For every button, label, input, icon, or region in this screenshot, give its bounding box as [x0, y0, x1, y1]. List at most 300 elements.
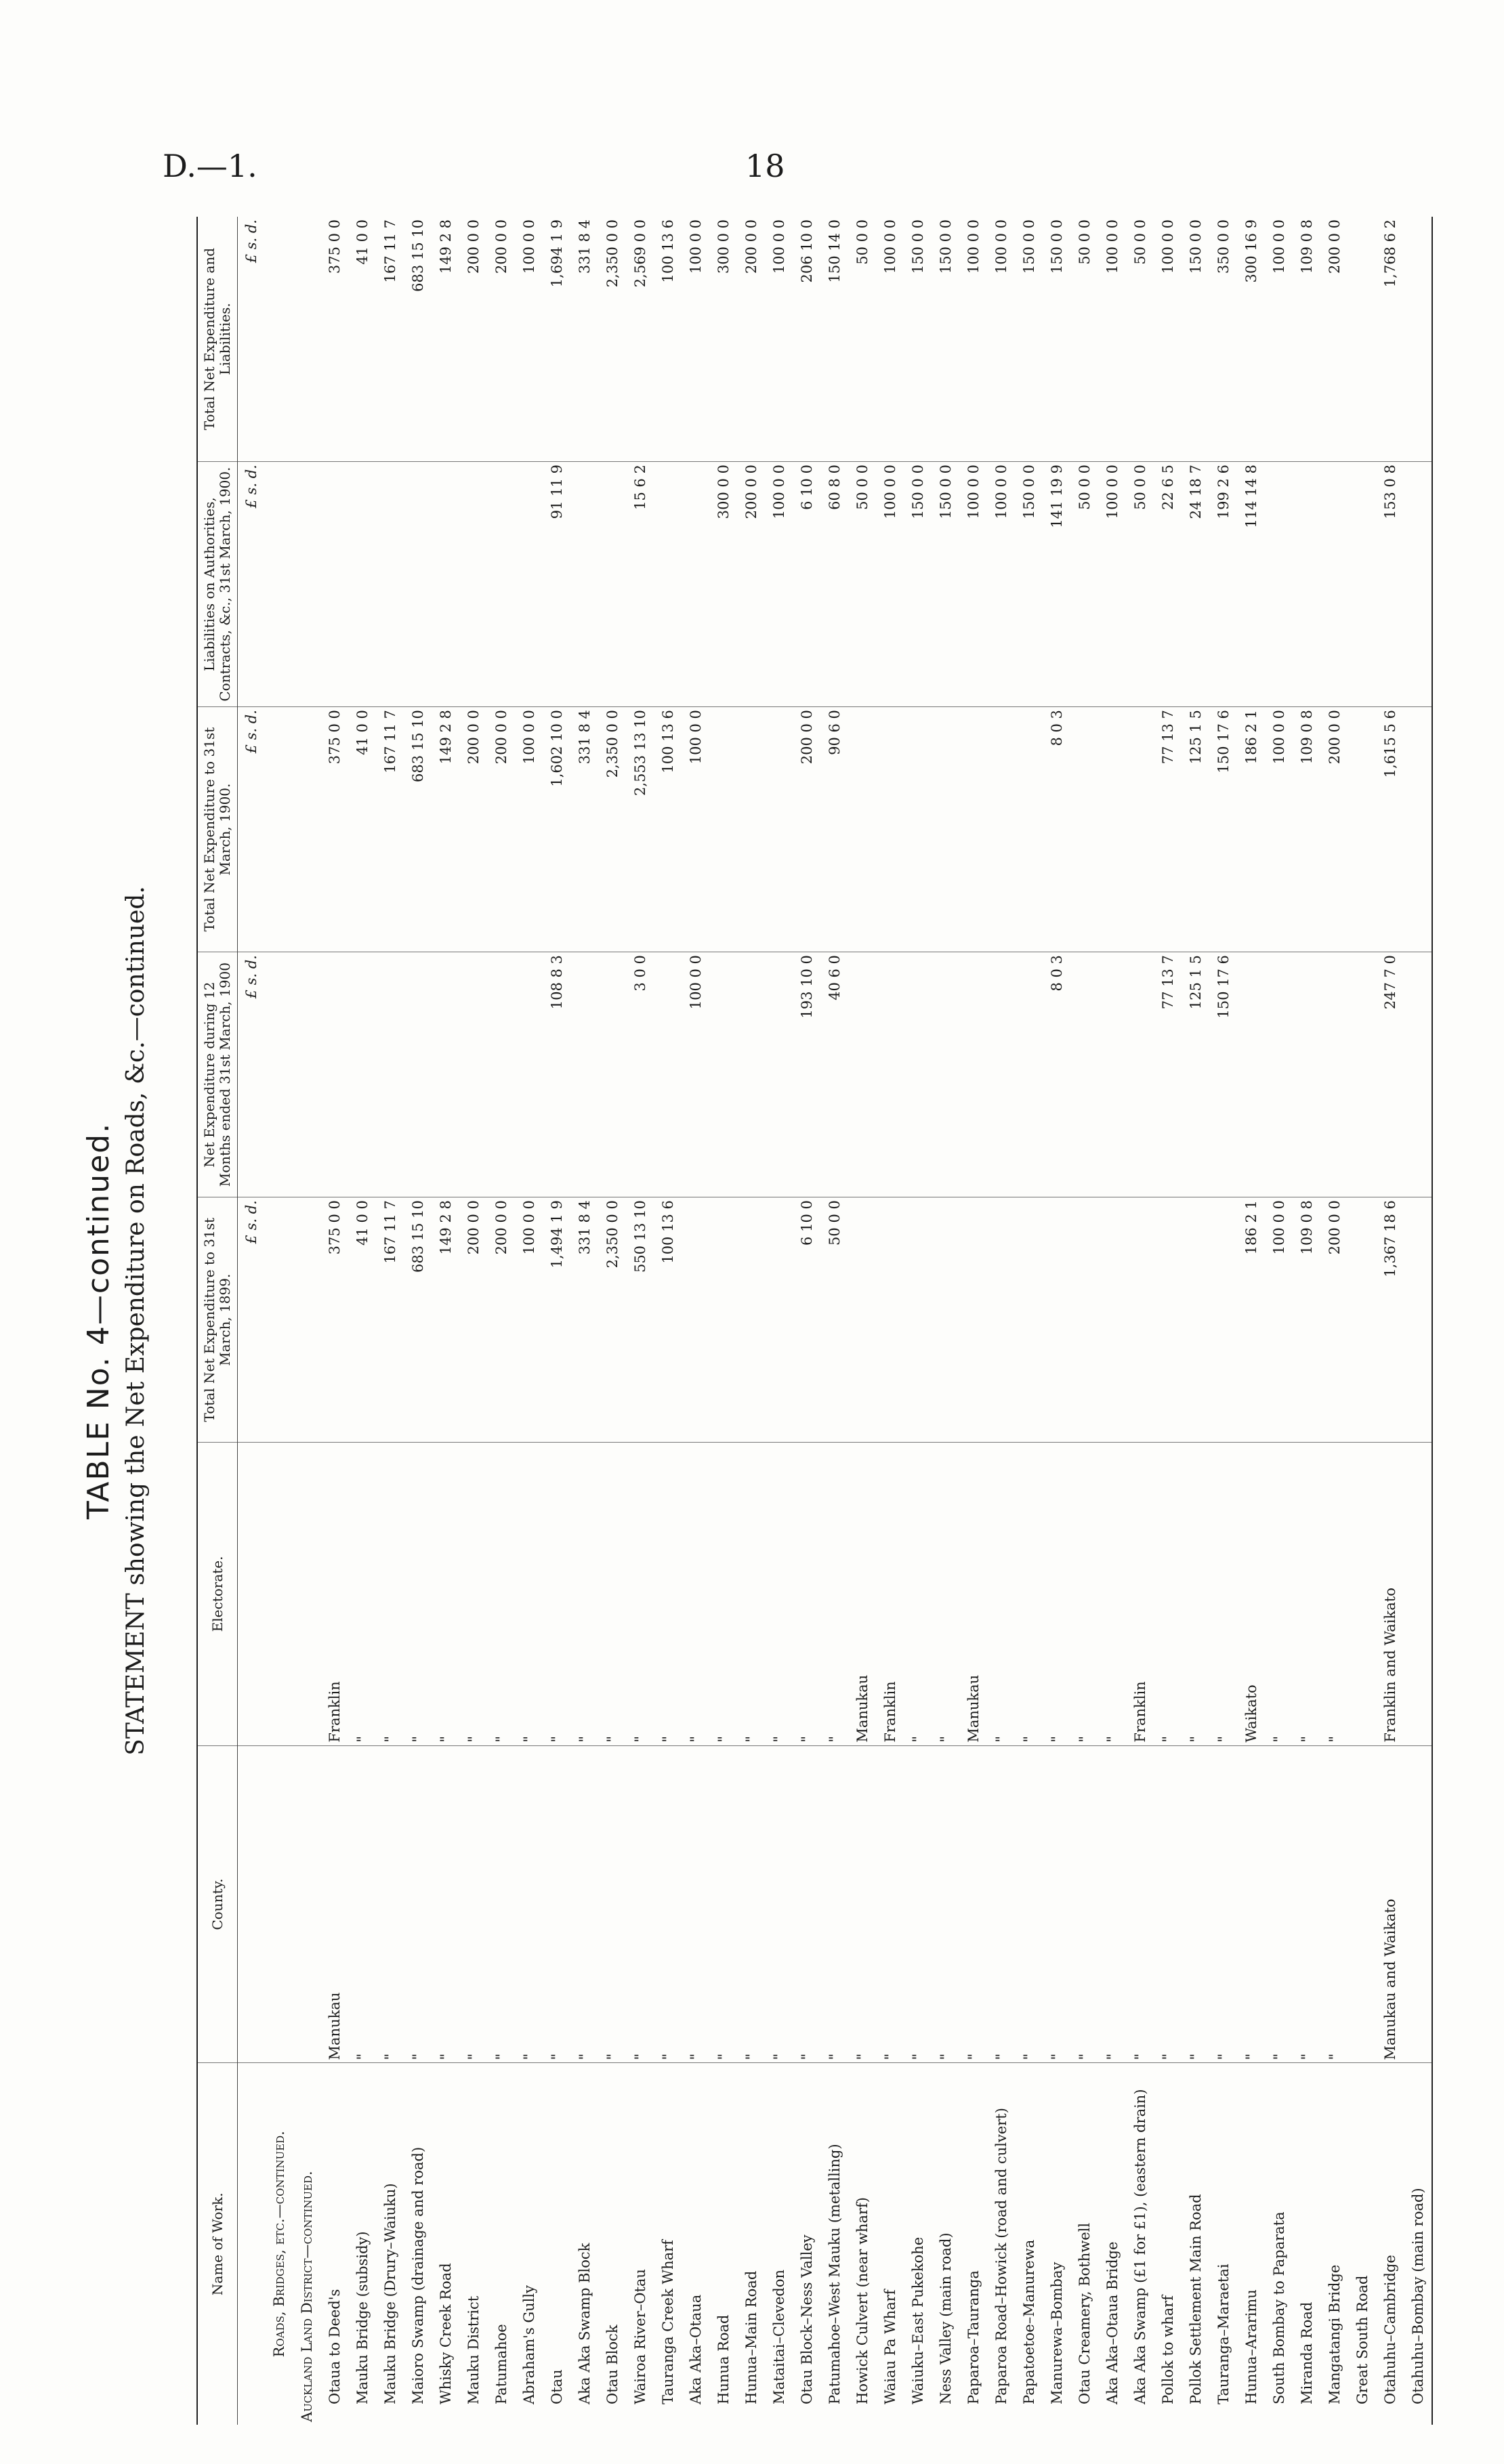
amount-cell: 200 0 0 [459, 707, 487, 952]
amount-cell: 41 0 0 [348, 707, 376, 952]
work-name: Hunua Road [715, 2314, 732, 2404]
amount-cell [848, 952, 876, 1197]
electorate-cell: " [1154, 1443, 1182, 1745]
amount-cell: 150 0 0 [932, 217, 959, 462]
amount-cell [959, 707, 987, 952]
amount-cell [1404, 217, 1432, 462]
county-cell: " [459, 1745, 487, 2063]
amount-cell [654, 462, 682, 707]
amount-cell: 200 0 0 [487, 707, 515, 952]
empty-cell [293, 462, 320, 707]
work-name: Otau [548, 2369, 565, 2404]
county-cell: " [820, 1745, 848, 2063]
table-row [709, 217, 737, 2425]
amount-cell: 100 0 0 [1265, 707, 1293, 952]
county-cell: " [904, 1745, 932, 2063]
table-row [404, 217, 432, 2425]
empty-cell [293, 707, 320, 952]
electorate-cell [1404, 1443, 1432, 1745]
amount-cell: 100 0 0 [959, 462, 987, 707]
table-row [959, 217, 987, 2425]
table-row [432, 217, 459, 2425]
table-row [1043, 217, 1070, 2425]
amount-cell: 150 0 0 [1043, 217, 1070, 462]
amount-cell: 109 0 8 [1293, 1197, 1320, 1443]
empty-cell [238, 2063, 266, 2425]
amount-cell: 100 0 0 [515, 707, 543, 952]
electorate-cell: " [1043, 1443, 1070, 1745]
work-name: Hunua–Main Road [743, 2270, 759, 2404]
empty-cell [293, 1745, 320, 2063]
amount-cell [570, 952, 598, 1197]
amount-cell: 1,367 18 6 [1376, 1197, 1404, 1443]
amount-cell: 141 19 9 [1043, 462, 1070, 707]
amount-cell: 150 0 0 [904, 462, 932, 707]
amount-cell [709, 707, 737, 952]
work-name: Aka Aka Swamp Block [576, 2243, 593, 2404]
electorate-cell: Manukau [959, 1443, 987, 1745]
amount-cell: 6 10 0 [793, 462, 820, 707]
amount-cell [1070, 1197, 1098, 1443]
electorate-cell: " [1320, 1443, 1348, 1745]
county-cell: " [1043, 1745, 1070, 2063]
amount-cell: 100 0 0 [515, 1197, 543, 1443]
work-name: Aka Aka–Otaua Bridge [1104, 2241, 1121, 2404]
amount-cell: 50 0 0 [820, 1197, 848, 1443]
work-name: Paparoa–Tauranga [965, 2270, 982, 2404]
amount-cell: 100 0 0 [515, 217, 543, 462]
col-header-net-12m: Net Expenditure during 12 Months ended 31st March, 1900 [197, 952, 238, 1197]
work-name: Otau Creamery, Bothwell [1076, 2222, 1093, 2404]
amount-cell [1265, 462, 1293, 707]
work-name: Mauku Bridge (subsidy) [354, 2231, 371, 2404]
table-body [238, 217, 1433, 2425]
electorate-cell: " [1293, 1443, 1320, 1745]
col-header-total-1900: Total Net Expenditure to 31st March, 1900. [197, 707, 238, 952]
county-cell: " [570, 1745, 598, 2063]
amount-cell [959, 952, 987, 1197]
amount-cell: 200 0 0 [737, 217, 765, 462]
electorate-cell: " [1209, 1443, 1237, 1745]
electorate-cell: Manukau [848, 1443, 876, 1745]
amount-cell: 167 11 7 [376, 217, 404, 462]
county-cell: " [932, 1745, 959, 2063]
table-row [1015, 217, 1043, 2425]
table-row [1154, 217, 1182, 2425]
amount-cell: 200 0 0 [737, 462, 765, 707]
amount-cell: 100 0 0 [682, 217, 709, 462]
empty-cell [265, 952, 293, 1197]
county-cell: " [987, 1745, 1015, 2063]
amount-cell [320, 952, 348, 1197]
work-name: Manurewa–Bombay [1048, 2261, 1065, 2404]
electorate-cell: Franklin and Waikato [1376, 1443, 1404, 1745]
amount-cell [487, 952, 515, 1197]
amount-cell: 150 0 0 [1015, 462, 1043, 707]
table-row [515, 217, 543, 2425]
table-title: TABLE No. 4—continued. [81, 1122, 116, 1520]
amount-cell: 193 10 0 [793, 952, 820, 1197]
electorate-cell: " [570, 1443, 598, 1745]
amount-cell [1404, 462, 1432, 707]
amount-cell: 100 13 6 [654, 217, 682, 462]
table-row [904, 217, 932, 2425]
county-cell: " [1126, 1745, 1154, 2063]
amount-cell [1126, 1197, 1154, 1443]
amount-cell: 100 0 0 [682, 952, 709, 1197]
amount-cell: 77 13 7 [1154, 707, 1182, 952]
amount-cell: 2,553 13 10 [626, 707, 654, 952]
amount-cell: 200 0 0 [793, 707, 820, 952]
work-name: Otau Block [604, 2324, 621, 2404]
amount-cell: 125 1 5 [1182, 952, 1209, 1197]
work-name: Waiau Pa Wharf [881, 2289, 898, 2404]
electorate-cell: " [348, 1443, 376, 1745]
amount-cell: 91 11 9 [543, 462, 570, 707]
amount-cell: 40 6 0 [820, 952, 848, 1197]
amount-cell: 50 0 0 [1070, 462, 1098, 707]
amount-cell: 350 0 0 [1209, 217, 1237, 462]
table-row [1320, 217, 1348, 2425]
amount-cell: 6 10 0 [793, 1197, 820, 1443]
amount-cell [1015, 952, 1043, 1197]
amount-cell: 331 8 4 [570, 707, 598, 952]
table-row [348, 217, 376, 2425]
amount-cell [320, 462, 348, 707]
table-row [1098, 217, 1126, 2425]
work-name: Miranda Road [1298, 2301, 1315, 2404]
county-cell: " [1154, 1745, 1182, 2063]
amount-cell: 3 0 0 [626, 952, 654, 1197]
table-row [1209, 217, 1237, 2425]
unit-cell: £ s. d. [238, 462, 266, 707]
amount-cell: 375 0 0 [320, 707, 348, 952]
work-name: Otahuhu–Cambridge [1381, 2255, 1398, 2404]
work-name: Otahuhu–Bombay (main road) [1404, 2063, 1432, 2425]
work-name: Ness Valley (main road) [937, 2232, 954, 2404]
county-cell: " [487, 1745, 515, 2063]
electorate-cell: " [932, 1443, 959, 1745]
amount-cell [1209, 1197, 1237, 1443]
amount-cell: 199 2 6 [1209, 462, 1237, 707]
work-name: Tauranga Creek Wharf [659, 2240, 676, 2404]
unit-cell: £ s. d. [238, 217, 266, 462]
amount-cell: 186 2 1 [1237, 1197, 1265, 1443]
electorate-cell: " [1070, 1443, 1098, 1745]
empty-cell [265, 1197, 293, 1443]
amount-cell: 41 0 0 [348, 1197, 376, 1443]
county-cell: " [1237, 1745, 1265, 2063]
amount-cell [404, 462, 432, 707]
county-cell: " [1098, 1745, 1126, 2063]
empty-cell [293, 217, 320, 462]
county-cell: " [765, 1745, 793, 2063]
electorate-cell: Franklin [320, 1443, 348, 1745]
work-name: Mauku District [465, 2295, 482, 2404]
amount-cell: 100 0 0 [987, 462, 1015, 707]
amount-cell: 200 0 0 [487, 1197, 515, 1443]
amount-cell: 100 0 0 [1265, 217, 1293, 462]
amount-cell [848, 1197, 876, 1443]
amount-cell [1348, 462, 1376, 707]
amount-cell [432, 952, 459, 1197]
amount-cell: 90 6 0 [820, 707, 848, 952]
amount-cell: 109 0 8 [1293, 707, 1320, 952]
county-cell: " [682, 1745, 709, 2063]
table-row [543, 217, 570, 2425]
electorate-cell: Waikato [1237, 1443, 1265, 1745]
amount-cell: 300 0 0 [709, 462, 737, 707]
amount-cell [1098, 707, 1126, 952]
electorate-cell: Franklin [1126, 1443, 1154, 1745]
amount-cell [598, 952, 626, 1197]
amount-cell [1015, 1197, 1043, 1443]
county-cell: " [1265, 1745, 1293, 2063]
amount-cell [376, 952, 404, 1197]
amount-cell: 300 0 0 [709, 217, 737, 462]
amount-cell: 1,602 10 0 [543, 707, 570, 952]
amount-cell: 2,569 0 0 [626, 217, 654, 462]
amount-cell: 24 18 7 [1182, 462, 1209, 707]
electorate-cell: " [654, 1443, 682, 1745]
amount-cell: 41 0 0 [348, 217, 376, 462]
table-row [1237, 217, 1265, 2425]
table-row [1265, 217, 1293, 2425]
amount-cell: 150 17 6 [1209, 707, 1237, 952]
amount-cell: 200 0 0 [487, 217, 515, 462]
amount-cell: 150 14 0 [820, 217, 848, 462]
col-header-liabilities: Liabilities on Authorities, Contracts, &c., 31st March, 1900. [197, 462, 238, 707]
electorate-cell: " [987, 1443, 1015, 1745]
county-cell: " [876, 1745, 904, 2063]
amount-cell [932, 952, 959, 1197]
amount-cell: 2,350 0 0 [598, 1197, 626, 1443]
section-heading: Auckland Land District—continued. [298, 2171, 315, 2422]
amount-cell: 550 13 10 [626, 1197, 654, 1443]
amount-cell [515, 952, 543, 1197]
amount-cell: 50 0 0 [1126, 462, 1154, 707]
amount-cell: 1,768 6 2 [1376, 217, 1404, 462]
electorate-cell: " [432, 1443, 459, 1745]
empty-cell [265, 462, 293, 707]
amount-cell: 100 0 0 [1098, 462, 1126, 707]
amount-cell [459, 952, 487, 1197]
table-row [626, 217, 654, 2425]
county-cell [1404, 1745, 1432, 2063]
work-name: South Bombay to Paparata [1270, 2211, 1287, 2404]
amount-cell: 150 0 0 [1182, 217, 1209, 462]
col-header-total-1899: Total Net Expenditure to 31st March, 1899. [197, 1197, 238, 1443]
amount-cell: 1,615 5 6 [1376, 707, 1404, 952]
county-cell: " [654, 1745, 682, 2063]
work-name: Pollok to wharf [1159, 2295, 1176, 2404]
amount-cell [765, 952, 793, 1197]
electorate-cell: " [682, 1443, 709, 1745]
amount-cell: 167 11 7 [376, 1197, 404, 1443]
amount-cell [1237, 952, 1265, 1197]
amount-cell [1293, 462, 1320, 707]
amount-cell [1348, 217, 1376, 462]
work-name: Wairoa River–Otau [631, 2269, 648, 2404]
table-row [1376, 217, 1404, 2425]
work-name: Waiuku–East Pukekohe [909, 2236, 926, 2404]
work-name: Patumahoe [493, 2324, 509, 2404]
county-cell [1348, 1745, 1376, 2063]
amount-cell: 8 0 3 [1043, 707, 1070, 952]
amount-cell [904, 952, 932, 1197]
amount-cell [598, 462, 626, 707]
empty-cell [293, 1443, 320, 1745]
amount-cell: 50 0 0 [848, 462, 876, 707]
amount-cell [1348, 952, 1376, 1197]
amount-cell [1070, 952, 1098, 1197]
county-cell: " [376, 1745, 404, 2063]
county-cell: " [709, 1745, 737, 2063]
amount-cell [404, 952, 432, 1197]
work-name: Tauranga–Maraetai [1215, 2264, 1232, 2404]
amount-cell: 200 0 0 [1320, 1197, 1348, 1443]
county-cell: " [959, 1745, 987, 2063]
amount-cell [932, 1197, 959, 1443]
county-cell: " [1182, 1745, 1209, 2063]
work-name: Aka Aka–Otaua [687, 2294, 704, 2404]
amount-cell [932, 707, 959, 952]
amount-cell: 206 10 0 [793, 217, 820, 462]
electorate-cell [1348, 1443, 1376, 1745]
amount-cell: 77 13 7 [1154, 952, 1182, 1197]
amount-cell [1154, 1197, 1182, 1443]
amount-cell: 100 0 0 [876, 217, 904, 462]
empty-cell [265, 707, 293, 952]
amount-cell [1348, 707, 1376, 952]
table-row [598, 217, 626, 2425]
table-row [932, 217, 959, 2425]
amount-cell [1404, 707, 1432, 952]
table-row [376, 217, 404, 2425]
amount-cell: 109 0 8 [1293, 217, 1320, 462]
electorate-cell: " [1015, 1443, 1043, 1745]
work-name: Howick Culvert (near wharf) [854, 2197, 871, 2404]
county-cell: " [543, 1745, 570, 2063]
county-cell: " [404, 1745, 432, 2063]
amount-cell [348, 952, 376, 1197]
rotated-table-region [81, 217, 1426, 2425]
table-row [1404, 217, 1432, 2425]
table-subtitle: STATEMENT showing the Net Expenditure on Roads, &c.—continued. [122, 886, 150, 1756]
work-name: Abraham's Gully [520, 2285, 537, 2404]
amount-cell: 683 15 10 [404, 1197, 432, 1443]
amount-cell: 100 0 0 [765, 217, 793, 462]
amount-cell: 200 0 0 [1320, 707, 1348, 952]
amount-cell [1293, 952, 1320, 1197]
electorate-cell: " [515, 1443, 543, 1745]
county-cell: " [1293, 1745, 1320, 2063]
amount-cell: 100 13 6 [654, 1197, 682, 1443]
table-row [793, 217, 820, 2425]
county-cell: " [626, 1745, 654, 2063]
amount-cell [737, 952, 765, 1197]
amount-cell [737, 707, 765, 952]
units-row [238, 217, 266, 2425]
amount-cell [682, 462, 709, 707]
table-row [1348, 217, 1376, 2425]
amount-cell [876, 952, 904, 1197]
unit-cell: £ s. d. [238, 1197, 266, 1443]
work-name: Paparoa Road–Howick (road and culvert) [993, 2108, 1009, 2404]
empty-cell [265, 1745, 293, 2063]
amount-cell: 1,494 1 9 [543, 1197, 570, 1443]
county-cell: " [1070, 1745, 1098, 2063]
unit-cell: £ s. d. [238, 952, 266, 1197]
work-name: Mangatangi Bridge [1326, 2264, 1343, 2404]
electorate-cell: " [1265, 1443, 1293, 1745]
work-name: Papatoetoe–Manurewa [1020, 2239, 1037, 2404]
amount-cell: 50 0 0 [1126, 217, 1154, 462]
amount-cell [1098, 952, 1126, 1197]
electorate-cell: " [376, 1443, 404, 1745]
col-header-total-liab: Total Net Expenditure and Liabilities. [197, 217, 238, 462]
amount-cell [959, 1197, 987, 1443]
amount-cell [1265, 952, 1293, 1197]
amount-cell [987, 1197, 1015, 1443]
work-name: Mataitai–Clevedon [770, 2270, 787, 2404]
amount-cell: 108 8 3 [543, 952, 570, 1197]
work-name: Otaua to Deed's [326, 2289, 343, 2404]
amount-cell [1070, 707, 1098, 952]
amount-cell: 200 0 0 [459, 1197, 487, 1443]
county-cell: " [348, 1745, 376, 2063]
electorate-cell: " [404, 1443, 432, 1745]
electorate-cell: " [820, 1443, 848, 1745]
amount-cell: 150 0 0 [932, 462, 959, 707]
amount-cell [1320, 462, 1348, 707]
amount-cell [570, 462, 598, 707]
table-row [487, 217, 515, 2425]
work-name: Hunua–Ararimu [1242, 2289, 1259, 2404]
electorate-cell: " [626, 1443, 654, 1745]
section-heading: Roads, Bridges, etc.—continued. [270, 2131, 287, 2358]
amount-cell [765, 707, 793, 952]
amount-cell [709, 952, 737, 1197]
electorate-cell: " [598, 1443, 626, 1745]
section-row [265, 217, 293, 2425]
amount-cell: 8 0 3 [1043, 952, 1070, 1197]
amount-cell [904, 1197, 932, 1443]
amount-cell [1404, 1197, 1432, 1443]
work-name: Mauku Bridge (Drury–Waiuku) [381, 2183, 398, 2404]
table-row [876, 217, 904, 2425]
amount-cell: 2,350 0 0 [598, 217, 626, 462]
amount-cell: 100 13 6 [654, 707, 682, 952]
amount-cell [682, 1197, 709, 1443]
amount-cell: 375 0 0 [320, 217, 348, 462]
amount-cell: 1,694 1 9 [543, 217, 570, 462]
empty-cell [238, 1745, 266, 2063]
amount-cell: 167 11 7 [376, 707, 404, 952]
table-row [1126, 217, 1154, 2425]
amount-cell [848, 707, 876, 952]
table-row [682, 217, 709, 2425]
electorate-cell: " [904, 1443, 932, 1745]
amount-cell [376, 462, 404, 707]
section-row [293, 217, 320, 2425]
amount-cell: 100 0 0 [765, 462, 793, 707]
amount-cell: 50 0 0 [1070, 217, 1098, 462]
amount-cell: 200 0 0 [459, 217, 487, 462]
col-header-electorate: Electorate. [197, 1443, 238, 1745]
col-header-work: Name of Work. [197, 2063, 238, 2425]
electorate-cell: " [765, 1443, 793, 1745]
